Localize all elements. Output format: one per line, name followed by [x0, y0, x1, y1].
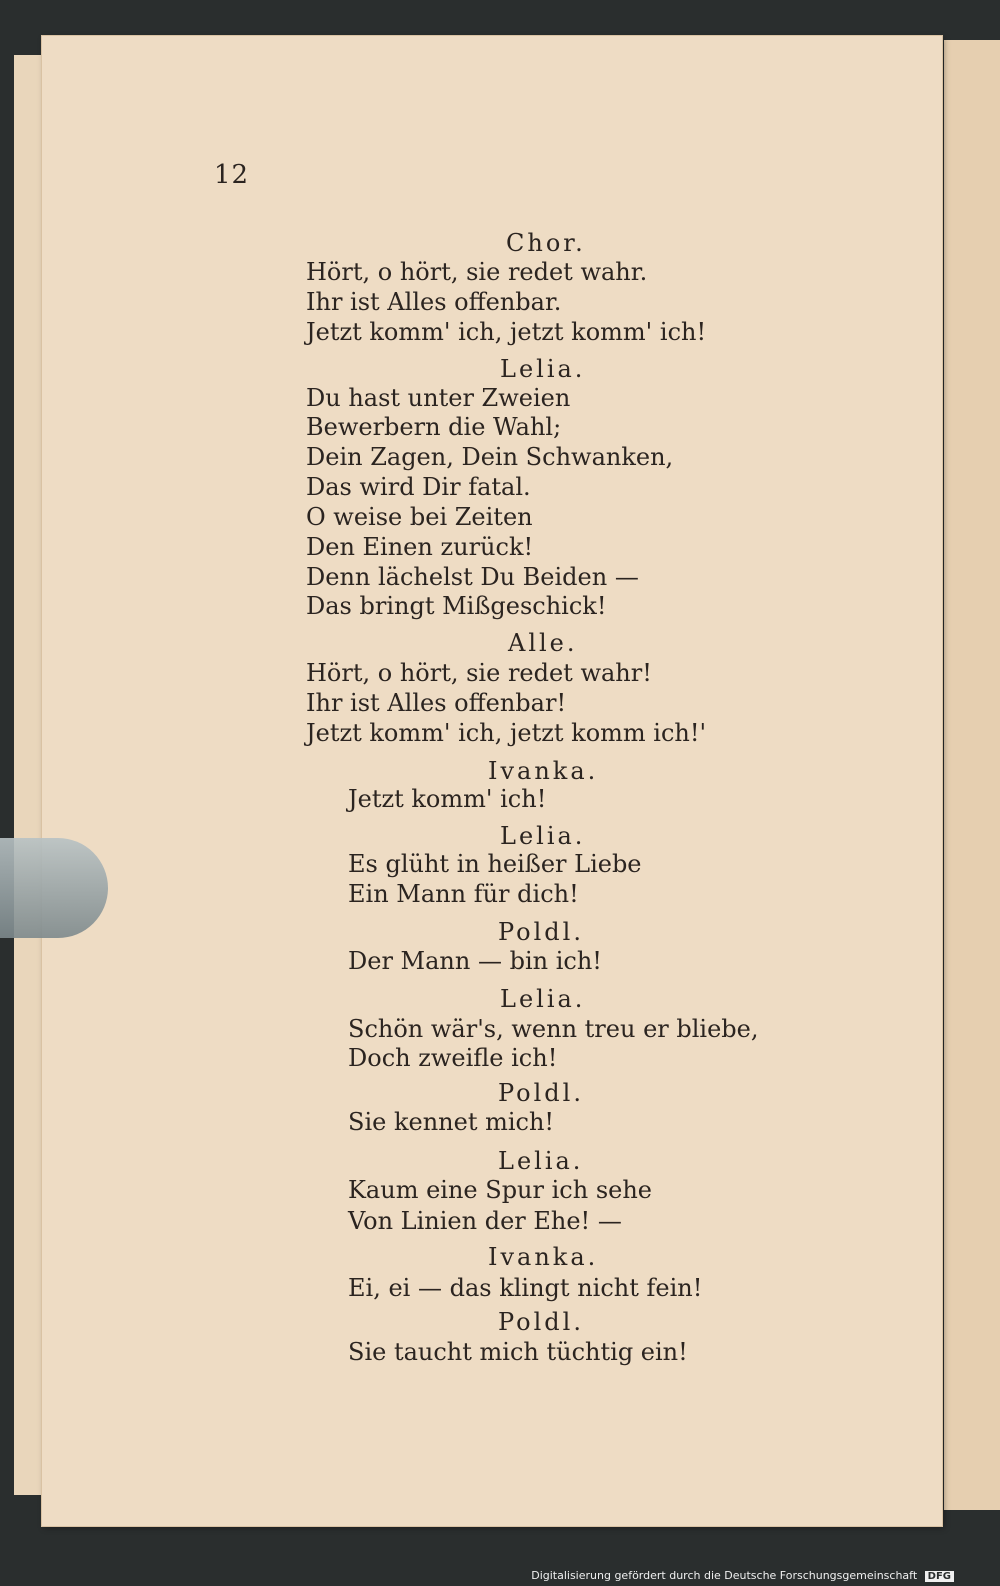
verse-line: Doch zweifle ich!	[348, 1044, 558, 1072]
speaker-label: Poldl.	[498, 1079, 584, 1107]
dfg-logo: DFG	[925, 1571, 954, 1582]
credit-text: Digitalisierung gefördert durch die Deutsche Forschungsgemeinschaft	[531, 1569, 918, 1582]
speaker-label: Ivanka.	[488, 757, 599, 785]
verse-line: Jetzt komm' ich, jetzt komm' ich!	[306, 318, 707, 346]
verse-line: Denn lächelst Du Beiden —	[306, 563, 639, 591]
verse-line: Hört, o hört, sie redet wahr!	[306, 659, 652, 687]
verse-line: Hört, o hört, sie redet wahr.	[306, 258, 648, 286]
page-number: 12	[214, 160, 250, 190]
verse-line: O weise bei Zeiten	[306, 503, 533, 531]
verse-line: Ei, ei — das klingt nicht fein!	[348, 1274, 703, 1302]
speaker-label: Lelia.	[500, 355, 586, 383]
verse-line: Von Linien der Ehe! —	[348, 1207, 622, 1235]
verse-line: Schön wär's, wenn treu er bliebe,	[348, 1015, 759, 1043]
verse-line: Der Mann — bin ich!	[348, 947, 602, 975]
verse-line: Ein Mann für dich!	[348, 880, 579, 908]
verse-line: Bewerbern die Wahl;	[306, 413, 562, 441]
speaker-label: Lelia.	[500, 985, 586, 1013]
verse-line: Ihr ist Alles offenbar.	[306, 288, 562, 316]
verse-line: Ihr ist Alles offenbar!	[306, 689, 567, 717]
page-clip	[0, 838, 108, 938]
verse-line: Dein Zagen, Dein Schwanken,	[306, 443, 674, 471]
verse-line: Kaum eine Spur ich sehe	[348, 1176, 652, 1204]
verse-line: Das bringt Mißgeschick!	[306, 592, 607, 620]
verse-line: Du hast unter Zweien	[306, 384, 571, 412]
speaker-label: Lelia.	[500, 822, 586, 850]
speaker-label: Ivanka.	[488, 1243, 599, 1271]
verse-line: Das wird Dir fatal.	[306, 473, 531, 501]
verse-line: Es glüht in heißer Liebe	[348, 850, 642, 878]
verse-line: Sie taucht mich tüchtig ein!	[348, 1338, 688, 1366]
speaker-label: Poldl.	[498, 1308, 584, 1336]
digitization-credit	[531, 1569, 954, 1582]
verse-line: Sie kennet mich!	[348, 1108, 555, 1136]
speaker-label: Chor.	[506, 229, 586, 257]
facing-page-edge	[944, 40, 1000, 1510]
speaker-label: Alle.	[508, 629, 578, 657]
verse-line: Den Einen zurück!	[306, 533, 534, 561]
speaker-label: Lelia.	[498, 1147, 584, 1175]
speaker-label: Poldl.	[498, 918, 584, 946]
verse-line: Jetzt komm' ich!	[348, 785, 547, 813]
verse-line: Jetzt komm' ich, jetzt komm ich!'	[306, 719, 707, 747]
